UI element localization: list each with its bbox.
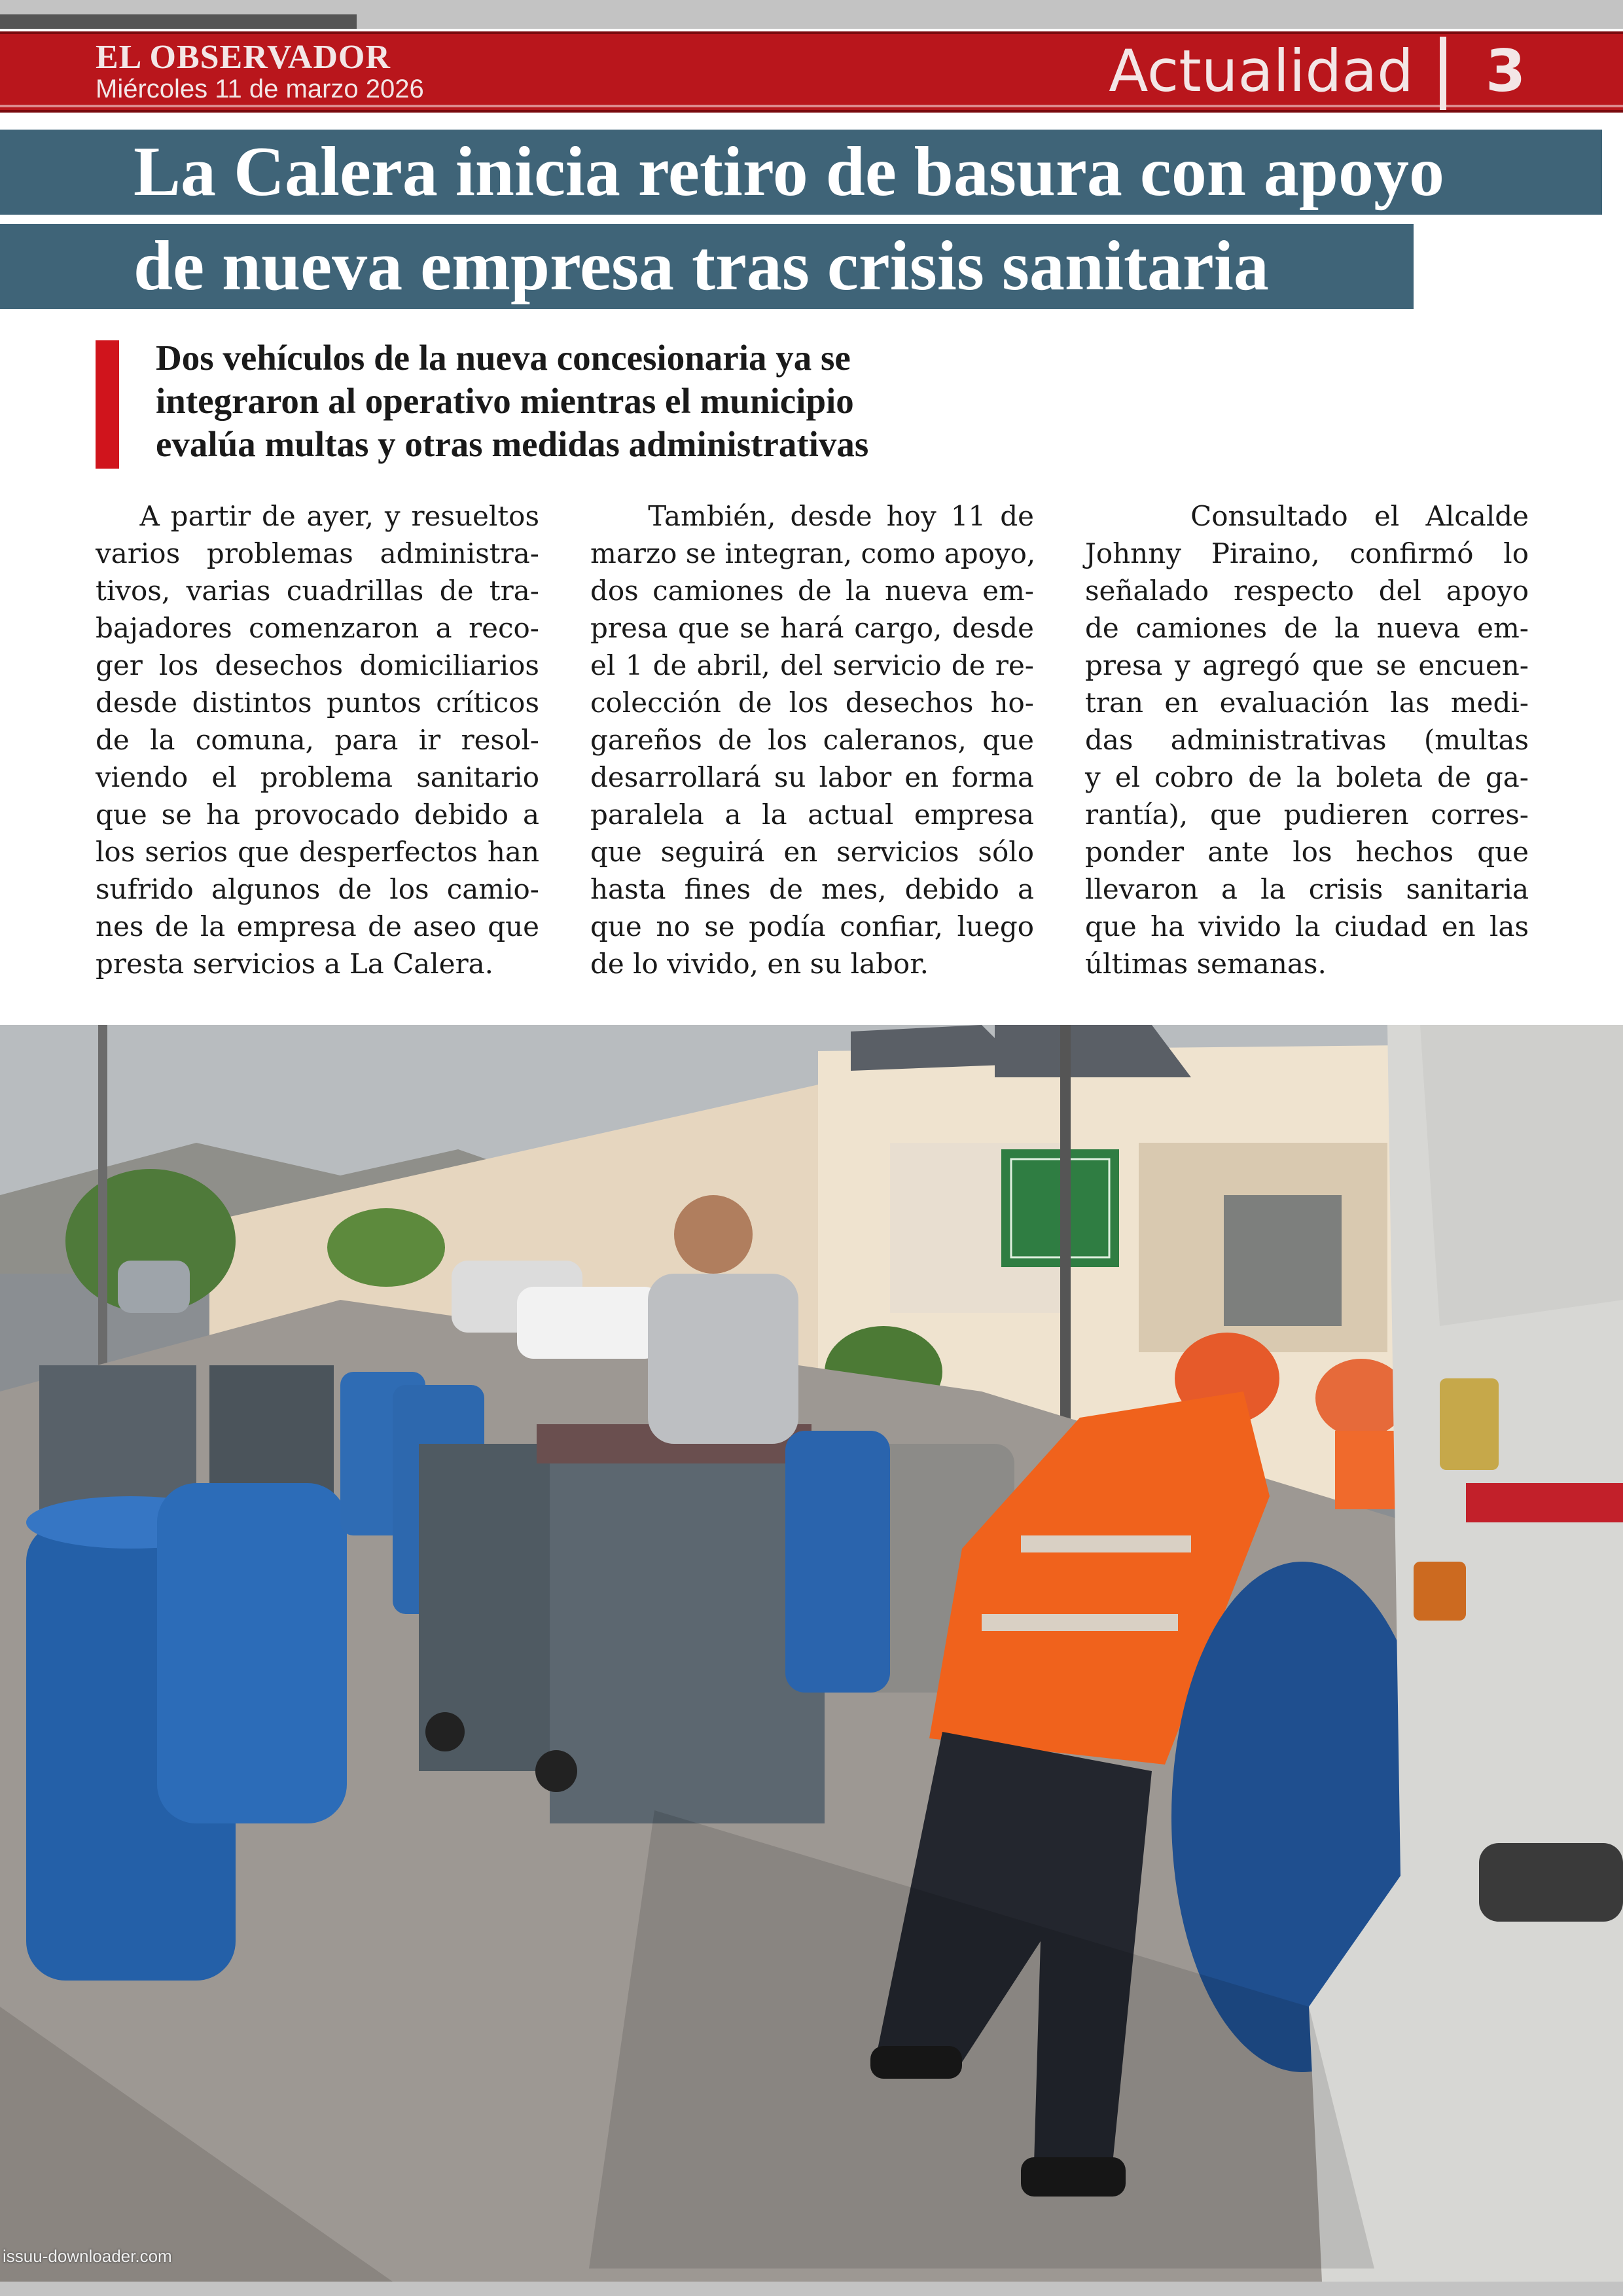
watermark-text: issuu-downloader.com — [3, 2246, 172, 2266]
body-line: rantía), que pudieren corres- — [1085, 798, 1529, 831]
body-line: y el cobro de la boleta de ga- — [1085, 761, 1529, 793]
body-line: Johnny Piraino, confirmó lo — [1085, 537, 1529, 569]
body-line: A partir de ayer, y resueltos — [96, 500, 539, 532]
body-line: llevaron a la crisis sanitaria — [1085, 873, 1529, 905]
section-separator — [1440, 37, 1446, 110]
body-line: que seguirá en servicios sólo — [590, 836, 1034, 868]
body-line: varios problemas administra- — [96, 537, 539, 569]
issue-date: Miércoles 11 de marzo 2026 — [96, 75, 424, 103]
body-line: ponder ante los hechos que — [1085, 836, 1529, 868]
body-line: los serios que desperfectos han — [96, 836, 539, 868]
body-line: marzo se integran, como apoyo, — [590, 537, 1036, 569]
article-column-1 — [96, 497, 539, 982]
body-line: tran en evaluación las medi- — [1085, 687, 1529, 719]
article-column-2 — [590, 497, 1034, 982]
body-line: desarrollará su labor en forma — [590, 761, 1034, 793]
body-line: nes de la empresa de aseo que — [96, 910, 539, 942]
subhead-line: integraron al operativo mientras el municipio — [156, 381, 854, 421]
newspaper-name: EL OBSERVADOR — [96, 39, 391, 76]
body-line: el 1 de abril, del servicio de re- — [590, 649, 1034, 681]
top-progress-strip — [0, 14, 357, 29]
body-line: de lo vivido, en su labor. — [590, 948, 929, 980]
body-line: dos camiones de la nueva em- — [590, 575, 1034, 607]
subhead-accent-bar — [96, 340, 119, 469]
article-column-3 — [1085, 497, 1529, 982]
body-line: Consultado el Alcalde — [1085, 500, 1529, 532]
body-line: colección de los desechos ho- — [590, 687, 1034, 719]
headline-line-1: La Calera inicia retiro de basura con apoyo — [134, 133, 1444, 211]
body-line: das administrativas (multas — [1085, 724, 1529, 756]
body-line: que ha vivido la ciudad en las — [1085, 910, 1529, 942]
body-line: señalado respecto del apoyo — [1085, 575, 1529, 607]
body-line: últimas semanas. — [1085, 948, 1327, 980]
body-line: de la comuna, para ir resol- — [96, 724, 539, 756]
subhead-line: Dos vehículos de la nueva concesionaria ya se — [156, 338, 851, 378]
body-line: hasta fines de mes, debido a — [590, 873, 1034, 905]
body-line: que se ha provocado debido a — [96, 798, 539, 831]
body-line: ger los desechos domiciliarios — [96, 649, 539, 681]
body-line: También, desde hoy 11 de — [590, 500, 1034, 532]
subheadline — [156, 336, 1007, 466]
headline-line-2: de nueva empresa tras crisis sanitaria — [134, 227, 1269, 305]
body-line: de camiones de la nueva em- — [1085, 612, 1529, 644]
bottom-gray-bar — [0, 2282, 1623, 2296]
body-line: presa que se hará cargo, desde — [590, 612, 1034, 644]
page-number: 3 — [1486, 37, 1526, 105]
body-line: gareños de los caleranos, que — [590, 724, 1034, 756]
section-name: Actualidad — [1109, 37, 1414, 105]
body-line: sufrido algunos de los camio- — [96, 873, 539, 905]
body-line: que no se podía confiar, luego — [590, 910, 1034, 942]
body-line: presta servicios a La Calera. — [96, 948, 494, 980]
body-line: bajadores comenzaron a reco- — [96, 612, 539, 644]
body-line: viendo el problema sanitario — [96, 761, 539, 793]
street-garbage-collection-photo — [0, 1025, 1623, 2282]
body-line: presa y agregó que se encuen- — [1085, 649, 1529, 681]
body-line: desde distintos puntos críticos — [96, 687, 539, 719]
body-line: tivos, varias cuadrillas de tra- — [96, 575, 539, 607]
subhead-line: evalúa multas y otras medidas administrativas — [156, 424, 869, 464]
body-line: paralela a la actual empresa — [590, 798, 1034, 831]
